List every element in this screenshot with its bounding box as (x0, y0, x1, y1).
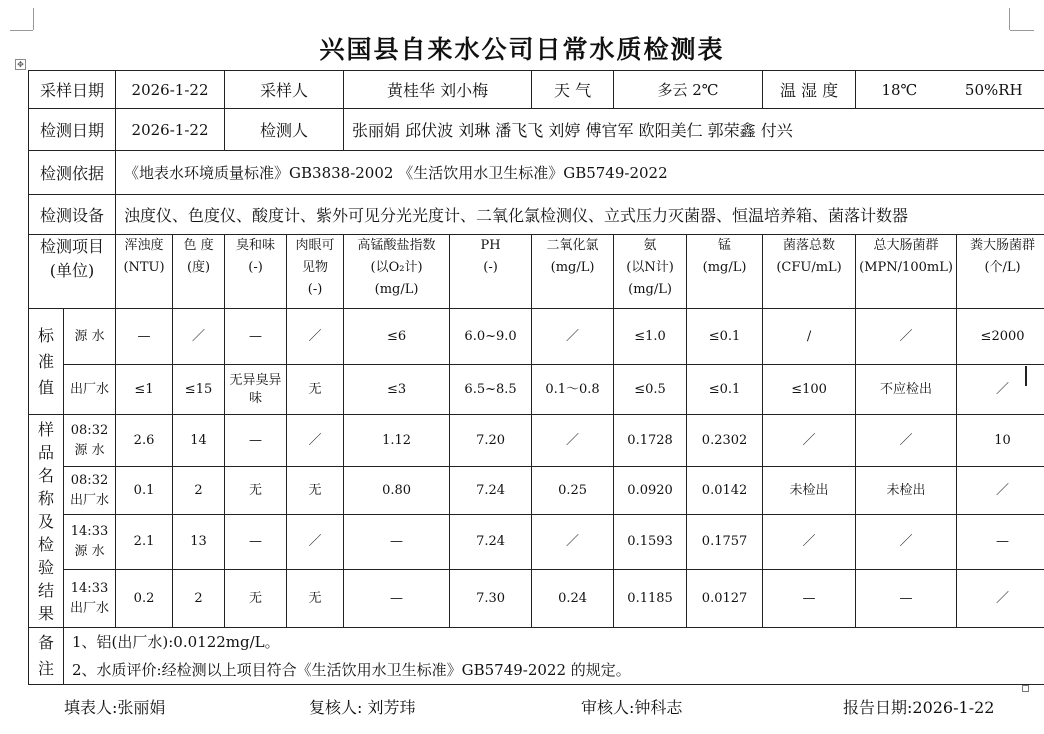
table-cell: ≤2000 (957, 309, 1044, 365)
col-header-visible: 肉眼可 见物 (-) (287, 235, 344, 309)
result-row (29, 515, 1044, 570)
standard-row-factory (29, 365, 1044, 415)
result-row (29, 570, 1044, 628)
reviewer-signature: 复核人: 刘芳玮 (309, 698, 416, 717)
sample-name-cell: 14:33 源 水 (64, 515, 116, 570)
notes-content (64, 628, 1044, 685)
table-cell: — (957, 515, 1044, 570)
col-header-ph: PH (-) (450, 235, 532, 309)
standard-group-label: 标准值 (29, 309, 64, 415)
table-cell: 0.2 (116, 570, 173, 628)
table-cell: ／ (287, 515, 344, 570)
equipment-text: 浊度仪、色度仪、酸度计、紫外可见分光光度计、二氧化氯检测仪、立式压力灭菌器、恒温培养箱、菌落计数器 (116, 195, 1044, 235)
results-group-label: 样品名称及检验结果 (29, 415, 64, 628)
table-cell: 0.24 (532, 570, 614, 628)
table-cell: 无 (225, 467, 287, 515)
table-cell: ≤1.0 (614, 309, 687, 365)
table-cell: 0.0920 (614, 467, 687, 515)
items-label (29, 235, 116, 309)
note-line-2: 2、水质评价:经检测以上项目符合《生活饮用水卫生标准》GB5749-2022 的规定。 (72, 661, 631, 679)
report-date: 报告日期:2026-1-22 (843, 698, 995, 717)
table-cell: ≤15 (173, 365, 225, 415)
table-cell: ／ (957, 467, 1044, 515)
sampling-date: 2026-1-22 (116, 71, 225, 109)
table-cell: 7.24 (450, 515, 532, 570)
table-cell: ／ (856, 309, 957, 365)
table-cell: ／ (287, 309, 344, 365)
water-quality-table (28, 70, 1044, 685)
crop-mark-top-right-vertical (1009, 8, 1010, 30)
table-cell: / (763, 309, 856, 365)
table-cell: 2 (173, 570, 225, 628)
items-header-row (29, 235, 1044, 309)
col-header-colony-count: 菌落总数 (CFU/mL) (763, 235, 856, 309)
table-cell: ／ (287, 415, 344, 467)
sample-name-cell: 08:32 出厂水 (64, 467, 116, 515)
table-cell: 无 (287, 570, 344, 628)
sampler-label: 采样人 (225, 71, 344, 109)
humidity-value: 50%RH (964, 80, 1023, 99)
crop-mark-top-left-vertical (33, 8, 34, 30)
table-cell: ／ (173, 309, 225, 365)
table-cell: 7.24 (450, 467, 532, 515)
note-line-1: 1、铝(出厂水):0.0122mg/L。 (72, 633, 280, 651)
table-cell: — (116, 309, 173, 365)
table-cell: ／ (957, 570, 1044, 628)
table-cell: ／ (763, 415, 856, 467)
equipment-row (29, 195, 1044, 235)
weather-value: 多云 2℃ (614, 71, 763, 109)
table-cell: 无 (287, 467, 344, 515)
table-cell: 0.2302 (687, 415, 763, 467)
table-cell: ≤100 (763, 365, 856, 415)
equipment-label: 检测设备 (29, 195, 116, 235)
auditor-signature: 审核人:钟科志 (581, 698, 683, 717)
filler-signature: 填表人:张丽娟 (64, 698, 166, 717)
table-cell: 0.0127 (687, 570, 763, 628)
table-cell: 0.1728 (614, 415, 687, 467)
notes-label: 备注 (29, 628, 64, 685)
col-header-color: 色 度 (度) (173, 235, 225, 309)
table-cell: 未检出 (856, 467, 957, 515)
testing-date: 2026-1-22 (116, 109, 225, 151)
text-cursor (1025, 366, 1027, 386)
notes-row (29, 628, 1044, 685)
table-cell: 2.6 (116, 415, 173, 467)
col-header-manganese: 锰 (mg/L) (687, 235, 763, 309)
table-cell: 2.1 (116, 515, 173, 570)
table-cell: 无 (287, 365, 344, 415)
table-cell: 0.80 (344, 467, 450, 515)
temp-humidity-label: 温 湿 度 (763, 71, 856, 109)
table-cell: 13 (173, 515, 225, 570)
sample-name-cell: 14:33 出厂水 (64, 570, 116, 628)
table-cell: — (344, 515, 450, 570)
table-cell: 7.20 (450, 415, 532, 467)
standard-row-source (29, 309, 1044, 365)
standard-row-label: 源 水 (64, 309, 116, 365)
table-cell: 10 (957, 415, 1044, 467)
page-title: 兴国县自来水公司日常水质检测表 (319, 35, 725, 64)
col-header-ammonia: 氨 (以N计) (mg/L) (614, 235, 687, 309)
col-header-turbidity: 浑浊度 (NTU) (116, 235, 173, 309)
table-cell: ／ (856, 415, 957, 467)
table-cell: 0.1～0.8 (532, 365, 614, 415)
table-cell: 不应检出 (856, 365, 957, 415)
col-header-total-coliform: 总大肠菌群 (MPN/100mL) (856, 235, 957, 309)
table-cell: 无 (225, 570, 287, 628)
table-cell: 7.30 (450, 570, 532, 628)
standard-row-label: 出厂水 (64, 365, 116, 415)
table-cell: — (763, 570, 856, 628)
table-cell: ≤6 (344, 309, 450, 365)
table-cell: 未检出 (763, 467, 856, 515)
items-label-line2: (单位) (49, 261, 95, 280)
table-cell: 0.1 (116, 467, 173, 515)
table-cell: 无异臭异味 (225, 365, 287, 415)
table-cell: 0.0142 (687, 467, 763, 515)
sample-name-cell: 08:32 源 水 (64, 415, 116, 467)
table-move-handle-icon[interactable]: ✥ (15, 59, 26, 70)
table-cell: ／ (763, 515, 856, 570)
table-cell: ／ (856, 515, 957, 570)
basis-label: 检测依据 (29, 151, 116, 195)
table-cell: ≤0.1 (687, 309, 763, 365)
col-header-permanganate: 高锰酸盐指数 (以O₂计) (mg/L) (344, 235, 450, 309)
temp-humidity-value (856, 71, 1044, 109)
table-cell: ／ (532, 515, 614, 570)
table-cell: ≤0.1 (687, 365, 763, 415)
col-header-fecal-coliform: 粪大肠菌群 (个/L) (957, 235, 1044, 309)
items-label-line1: 检测项目 (40, 237, 105, 256)
table-cell: 0.1757 (687, 515, 763, 570)
col-header-odor: 臭和味 (-) (225, 235, 287, 309)
sampling-row (29, 71, 1044, 109)
table-cell: 2 (173, 467, 225, 515)
sampling-date-label: 采样日期 (29, 71, 116, 109)
table-cell: — (225, 515, 287, 570)
table-cell: 1.12 (344, 415, 450, 467)
table-cell: 14 (173, 415, 225, 467)
tester-names: 张丽娟 邱伏波 刘琳 潘飞飞 刘婷 傅官军 欧阳美仁 郭荣鑫 付兴 (344, 109, 1044, 151)
col-header-chlorine-dioxide: 二氧化氯 (mg/L) (532, 235, 614, 309)
tester-label: 检测人 (225, 109, 344, 151)
basis-row (29, 151, 1044, 195)
table-cell: 0.25 (532, 467, 614, 515)
testing-date-label: 检测日期 (29, 109, 116, 151)
testing-row (29, 109, 1044, 151)
table-cell: ≤1 (116, 365, 173, 415)
table-cell: ≤0.5 (614, 365, 687, 415)
result-row (29, 415, 1044, 467)
table-cell: 0.1185 (614, 570, 687, 628)
temperature-value: 18℃ (881, 80, 918, 99)
table-cell: ／ (957, 365, 1044, 415)
sampler-names: 黄桂华 刘小梅 (344, 71, 532, 109)
weather-label: 天 气 (532, 71, 614, 109)
table-cell: — (225, 415, 287, 467)
table-cell: — (225, 309, 287, 365)
table-cell: — (856, 570, 957, 628)
table-cell: 0.1593 (614, 515, 687, 570)
basis-text: 《地表水环境质量标准》GB3838-2002 《生活饮用水卫生标准》GB5749-2022 (116, 151, 1044, 195)
table-cell: ≤3 (344, 365, 450, 415)
table-cell: 6.5~8.5 (450, 365, 532, 415)
result-row (29, 467, 1044, 515)
table-cell: ／ (532, 415, 614, 467)
table-cell: ／ (532, 309, 614, 365)
table-resize-handle[interactable] (1022, 685, 1029, 692)
table-cell: — (344, 570, 450, 628)
table-cell: 6.0~9.0 (450, 309, 532, 365)
